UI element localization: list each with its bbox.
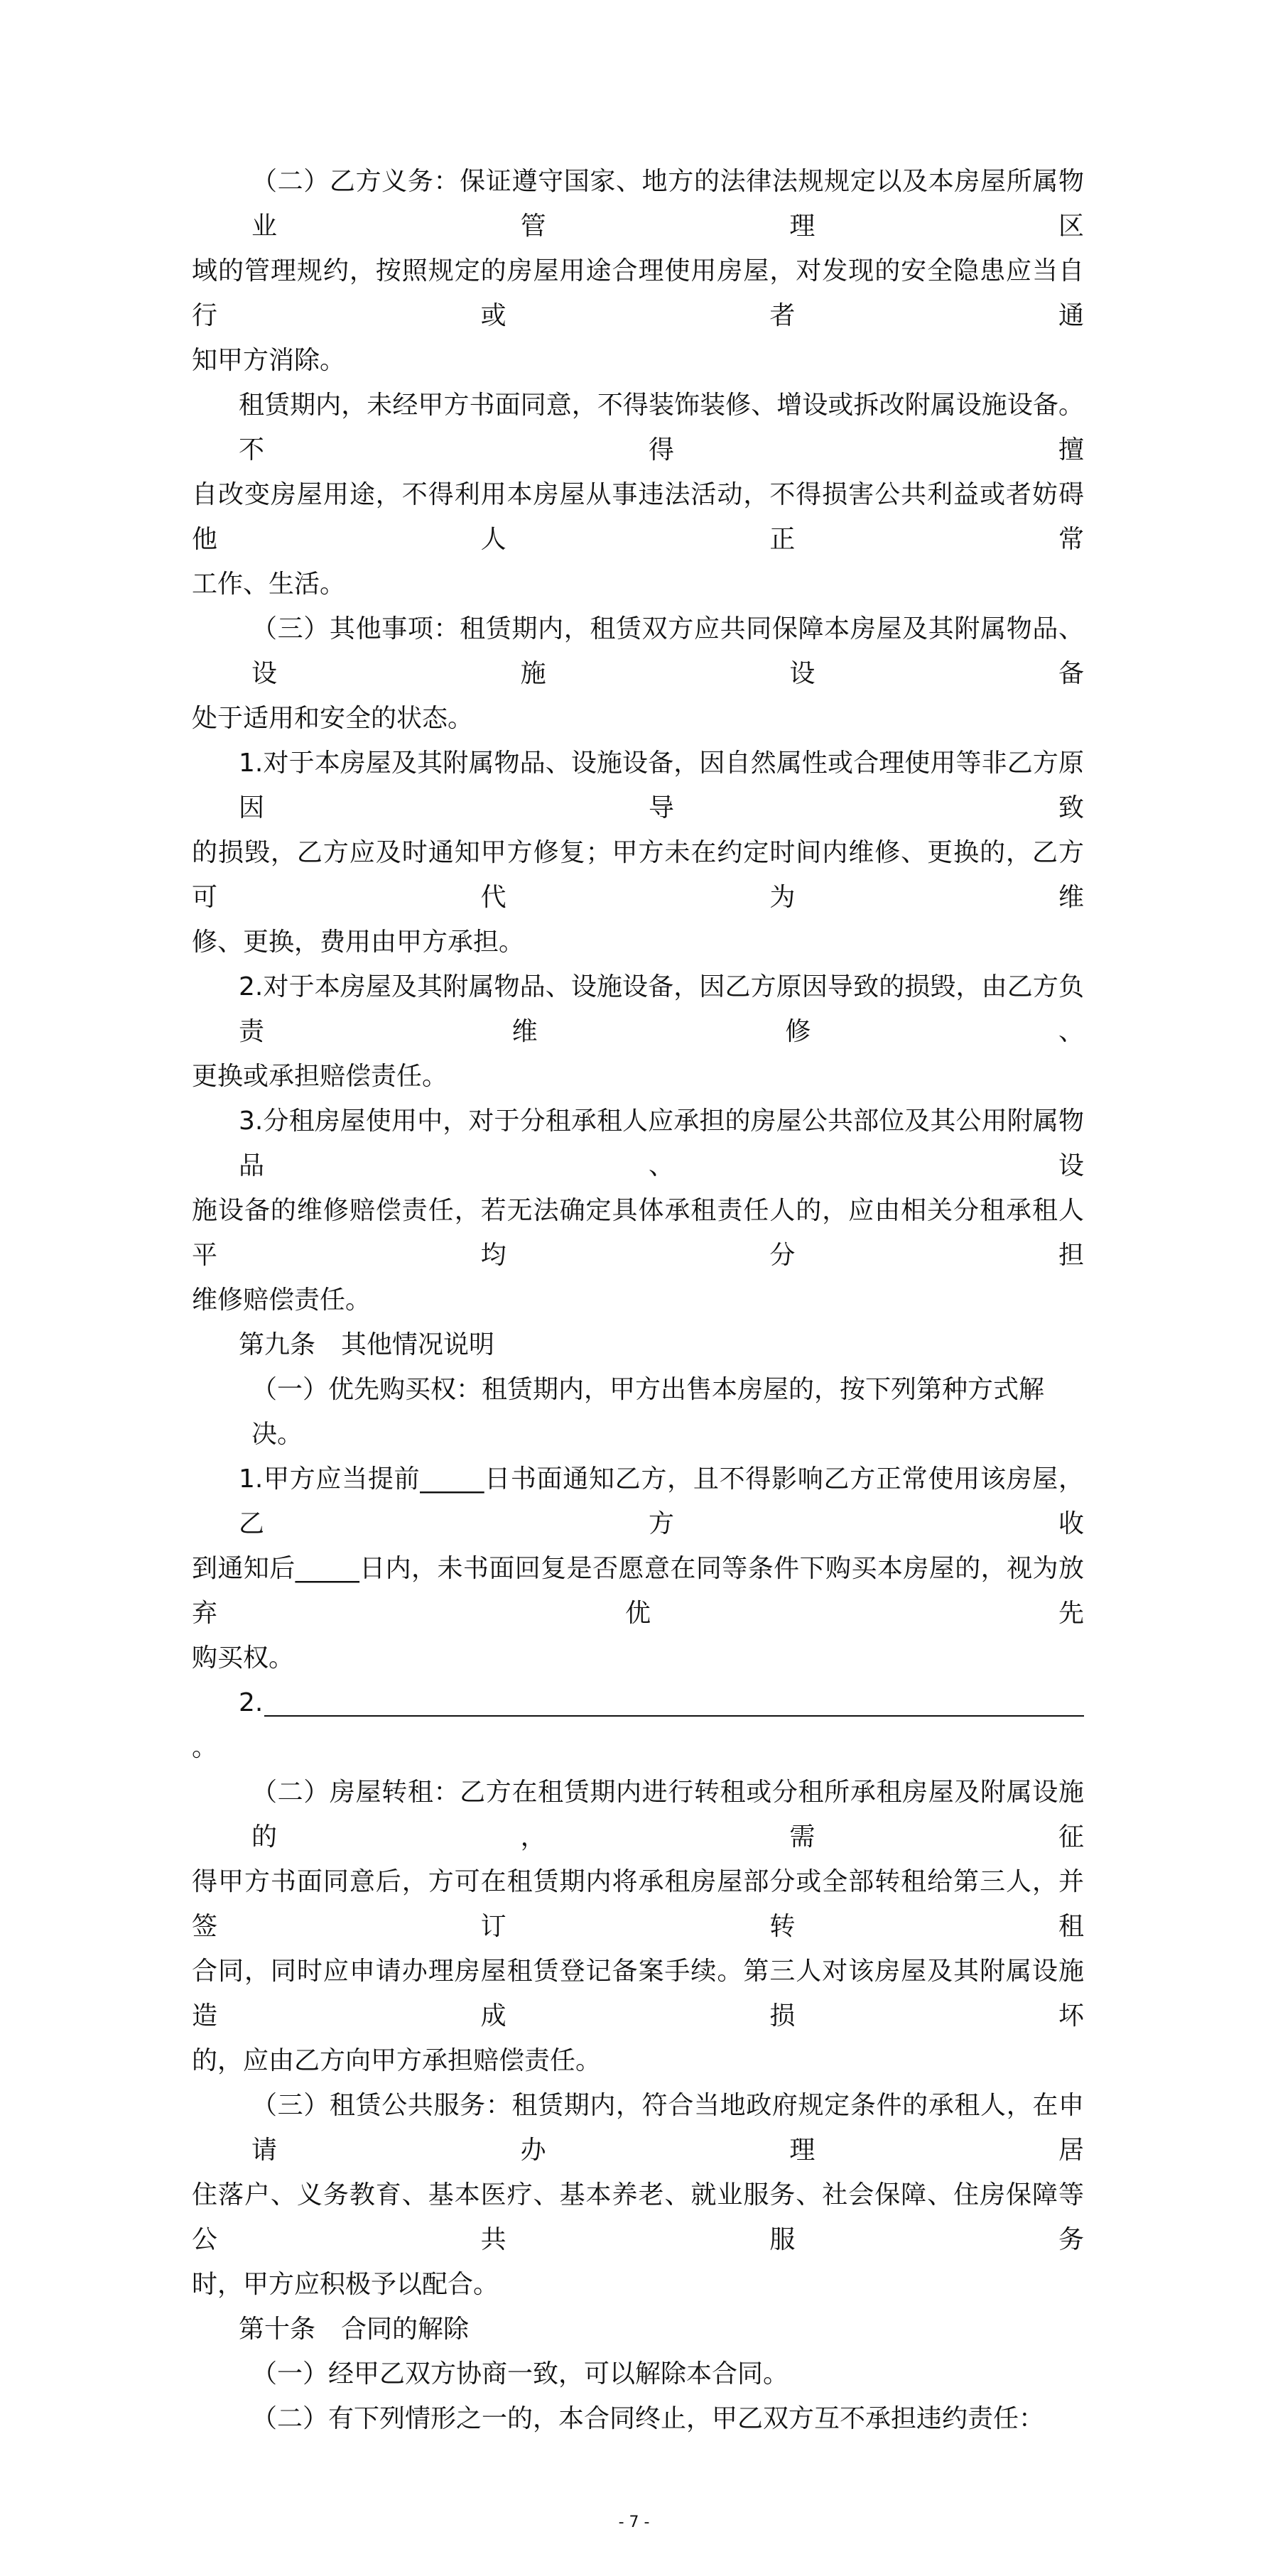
text-line: 2.对于本房屋及其附属物品、设施设备，因乙方原因导致的损毁，由乙方负责维修、 (239, 972, 1084, 1046)
text-line: 住落户、义务教育、基本医疗、基本养老、就业服务、社会保障、住房保障等公共服务 (192, 2180, 1084, 2254)
text-line: （二）房屋转租：乙方在租赁期内进行转租或分租所承租房屋及附属设施的，需征 (251, 1778, 1084, 1852)
text-line: 知甲方消除。 (192, 346, 346, 375)
article-heading: 第九条 其他情况说明 (239, 1330, 495, 1359)
text-line: （三）租赁公共服务：租赁期内，符合当地政府规定条件的承租人，在申请办理居 (251, 2091, 1084, 2165)
text-line: 1.甲方应当提前_____日书面通知乙方，且不得影响乙方正常使用该房屋，乙方收 (239, 1464, 1084, 1538)
text-line: 自改变房屋用途，不得利用本房屋从事违法活动，不得损害公共利益或者妨碍他人正常 (192, 480, 1084, 554)
page-number: - 7 - (618, 2513, 650, 2531)
text-line: 到通知后_____日内，未书面回复是否愿意在同等条件下购买本房屋的，视为放弃优先 (192, 1554, 1084, 1628)
text-line: 得甲方书面同意后，方可在租赁期内将承租房屋部分或全部转租给第三人，并签订转租 (192, 1867, 1084, 1941)
text-line: 修、更换，费用由甲方承担。 (192, 928, 525, 957)
text-line: 时，甲方应积极予以配合。 (192, 2270, 499, 2299)
text-line: 的损毁，乙方应及时通知甲方修复；甲方未在约定时间内维修、更换的，乙方可代为维 (192, 838, 1084, 912)
text-line: 工作、生活。 (192, 570, 346, 599)
item-number: 2. (239, 1688, 264, 1717)
text-line: （一）经甲乙双方协商一致，可以解除本合同。 (251, 2359, 789, 2388)
text-line: 的，应由乙方向甲方承担赔偿责任。 (192, 2046, 602, 2075)
text-line: 1.对于本房屋及其附属物品、设施设备，因自然属性或合理使用等非乙方原因导致 (239, 749, 1084, 822)
text-line: 域的管理规约，按照规定的房屋用途合理使用房屋，对发现的安全隐患应当自行或者通 (192, 256, 1084, 330)
text-line: 更换或承担赔偿责任。 (192, 1062, 448, 1091)
document-body (192, 0, 1084, 2441)
fill-in-line (192, 1680, 1084, 1725)
text-line: 合同，同时应申请办理房屋租赁登记备案手续。第三人对该房屋及其附属设施造成损坏 (192, 1957, 1084, 2031)
text-line: 租赁期内，未经甲方书面同意，不得装饰装修、增设或拆改附属设施设备。不得擅 (239, 391, 1084, 464)
text-line: （二）有下列情形之一的，本合同终止，甲乙双方互不承担违约责任： (251, 2404, 1045, 2433)
text-line: 处于适用和安全的状态。 (192, 704, 474, 733)
blank-field (264, 1684, 1084, 1717)
article-heading: 第十条 合同的解除 (239, 2315, 470, 2344)
text-line: 3.分租房屋使用中，对于分租承租人应承担的房屋公共部位及其公用附属物品、设 (239, 1107, 1084, 1180)
text-line: 施设备的维修赔偿责任，若无法确定具体承租责任人的，应由相关分租承租人平均分担 (192, 1196, 1084, 1270)
text-line: 购买权。 (192, 1643, 295, 1673)
text-line: （三）其他事项：租赁期内，租赁双方应共同保障本房屋及其附属物品、设施设备 (251, 614, 1084, 688)
text-line: （一）优先购买权：租赁期内，甲方出售本房屋的，按下列第种方式解决。 (251, 1375, 1045, 1449)
text-line: 维修赔偿责任。 (192, 1286, 372, 1315)
text-line: （二）乙方义务：保证遵守国家、地方的法律法规规定以及本房屋所属物业管理区 (251, 167, 1084, 241)
text-line: 。 (192, 1733, 218, 1762)
